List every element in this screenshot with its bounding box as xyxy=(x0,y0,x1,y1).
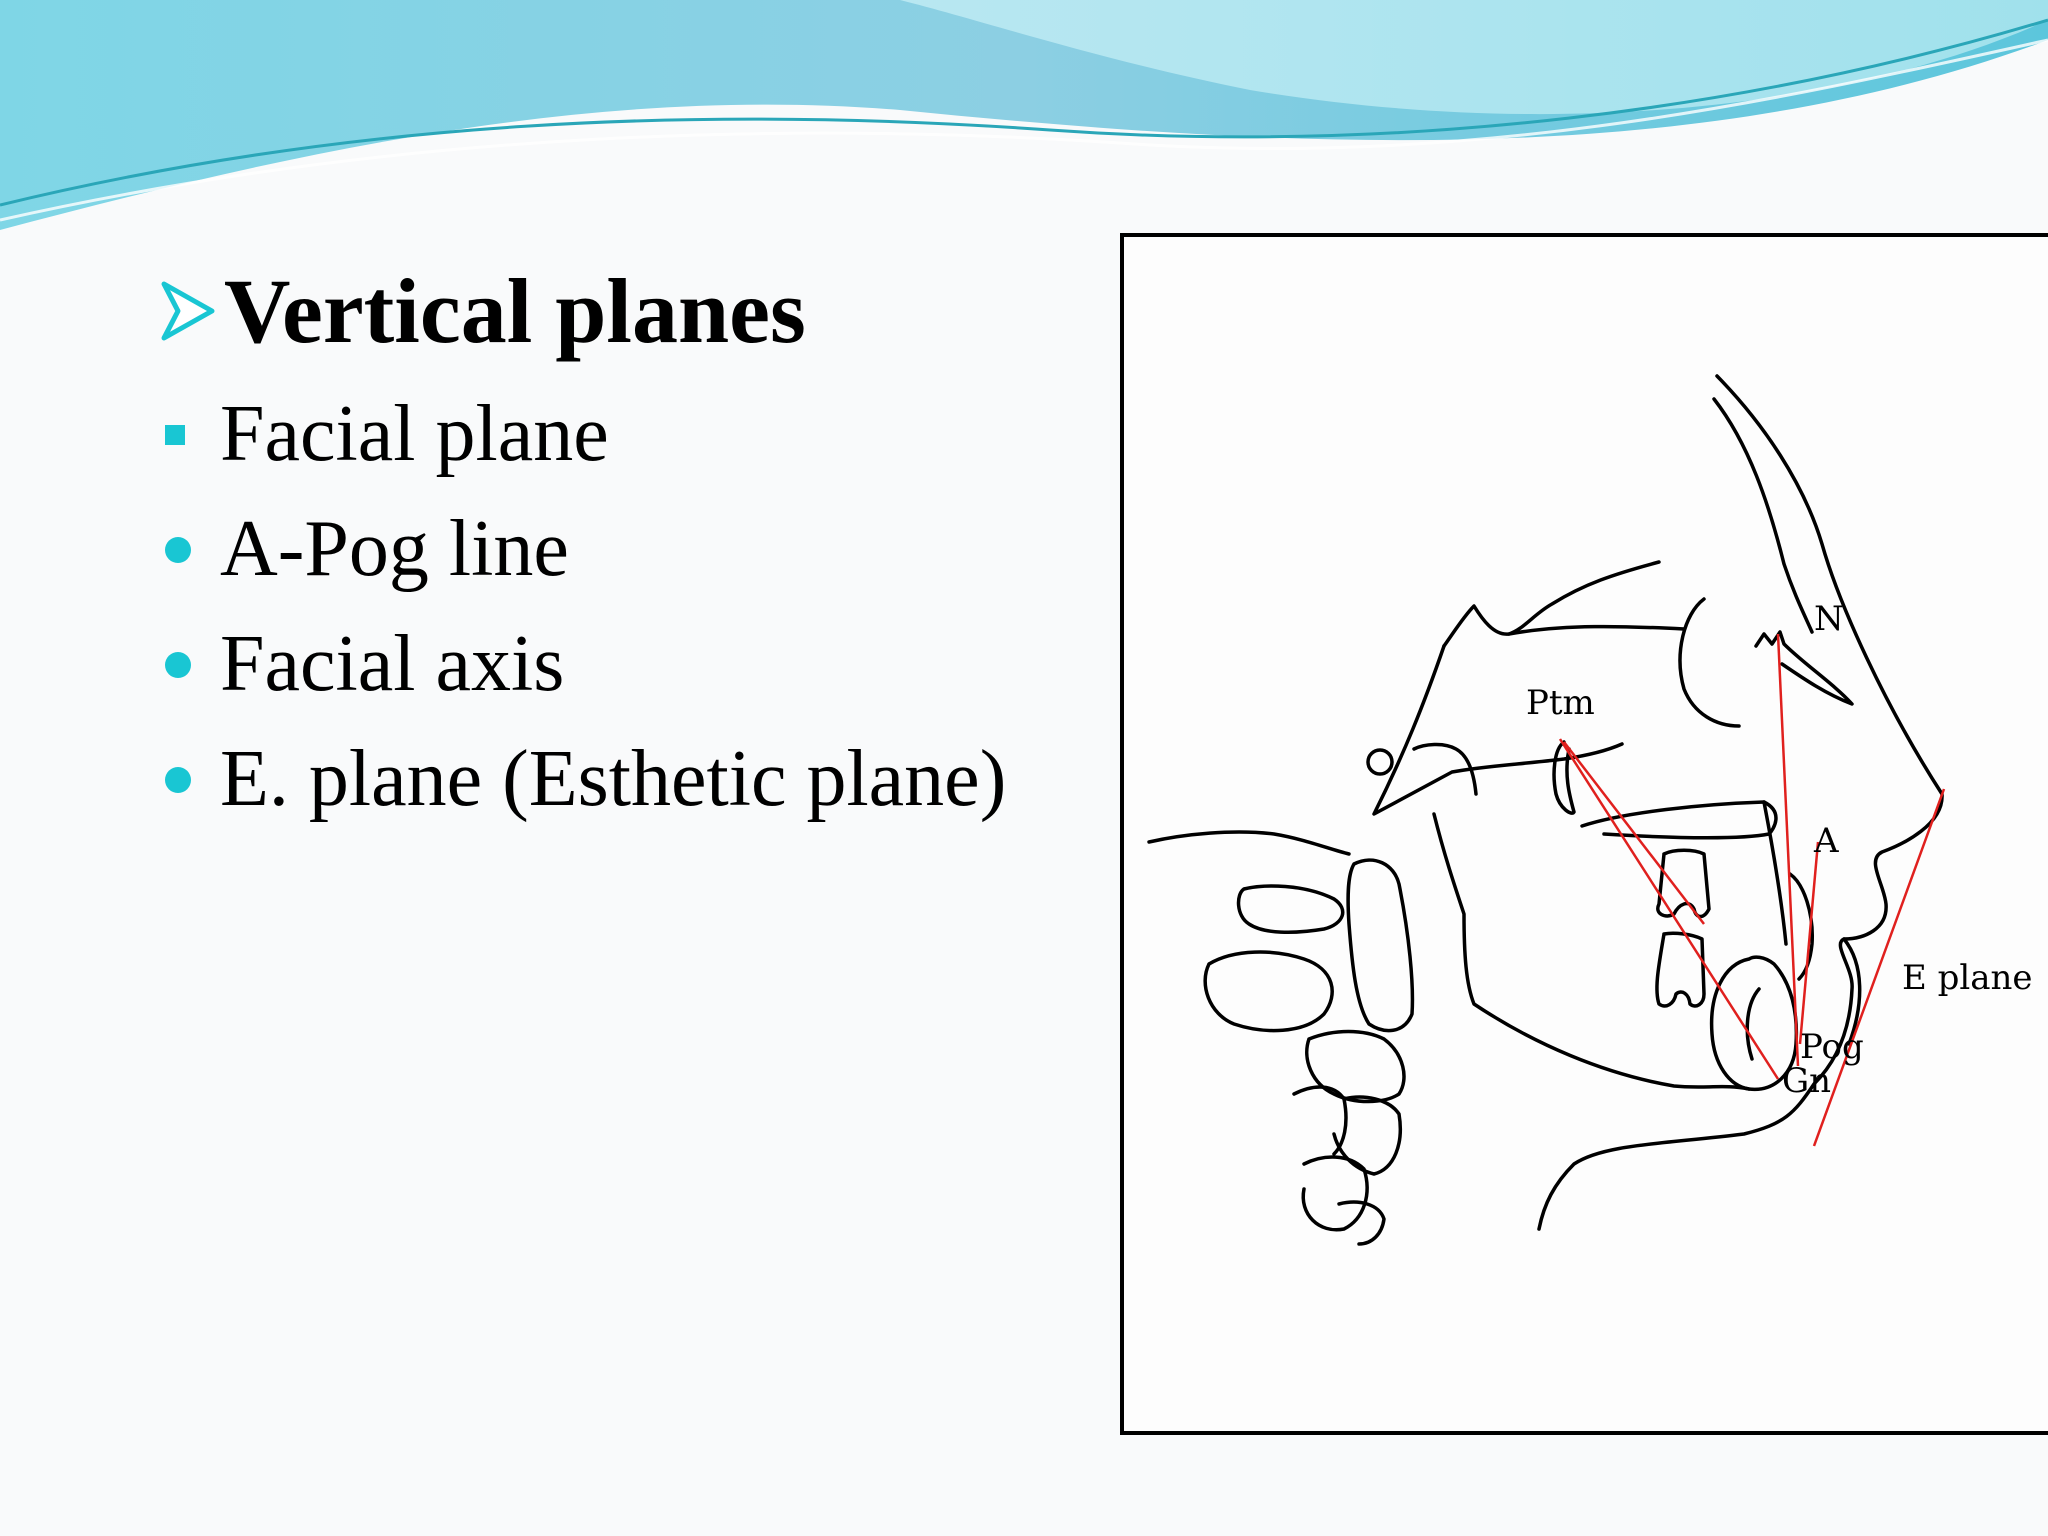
heading-text: Vertical planes xyxy=(224,260,806,362)
skull-line xyxy=(1374,646,1622,814)
label-n: N xyxy=(1814,599,1844,639)
bullet-text: Facial axis xyxy=(220,620,565,708)
molar-lower xyxy=(1657,933,1704,1006)
label-a: A xyxy=(1814,821,1839,861)
label-pog: Pog xyxy=(1800,1027,1864,1067)
vertebra-1 xyxy=(1239,886,1343,932)
occipital xyxy=(1149,832,1349,854)
molar-upper xyxy=(1658,850,1709,916)
ptm-gn-line xyxy=(1564,742,1704,924)
bullet-text: Facial plane xyxy=(220,390,609,478)
slide-heading xyxy=(160,260,1110,362)
bullet-item-facial-axis xyxy=(160,607,1110,722)
facial-plane-line xyxy=(1778,634,1798,1066)
bullet-text: E. plane (Esthetic plane) xyxy=(220,735,1007,823)
label-e-plane: E plane xyxy=(1902,958,2033,998)
square-bullet-icon xyxy=(165,425,185,445)
label-ptm: Ptm xyxy=(1526,683,1595,723)
vertebra-3 xyxy=(1205,952,1332,1031)
vertebra-2 xyxy=(1348,860,1412,1030)
label-gn: Gn xyxy=(1782,1061,1832,1101)
ear-rod xyxy=(1368,750,1392,774)
cephalometric-tracing-figure xyxy=(1120,233,2048,1435)
circle-bullet-icon xyxy=(165,767,191,793)
circle-bullet-icon xyxy=(165,537,191,563)
arrow-bullet-icon xyxy=(160,280,216,342)
cranial-upper xyxy=(1509,627,1684,634)
bullet-item-facial-plane xyxy=(160,377,1110,492)
tracing-drawing xyxy=(1124,237,2048,1431)
bullet-text: A-Pog line xyxy=(220,505,569,593)
circle-bullet-icon xyxy=(165,652,191,678)
a-pog-line xyxy=(1800,842,1818,1044)
slide-text xyxy=(160,260,1110,837)
vertebra-4 xyxy=(1307,1032,1404,1102)
nasion-notch xyxy=(1756,632,1852,704)
cranial-base xyxy=(1444,562,1659,646)
wave-banner xyxy=(0,0,2048,240)
frontal-bone xyxy=(1714,399,1812,632)
orbit xyxy=(1680,599,1739,726)
facial-axis-line xyxy=(1560,739,1778,1079)
bullet-item-e-plane xyxy=(160,722,1110,837)
bullet-item-a-pog-line xyxy=(160,492,1110,607)
